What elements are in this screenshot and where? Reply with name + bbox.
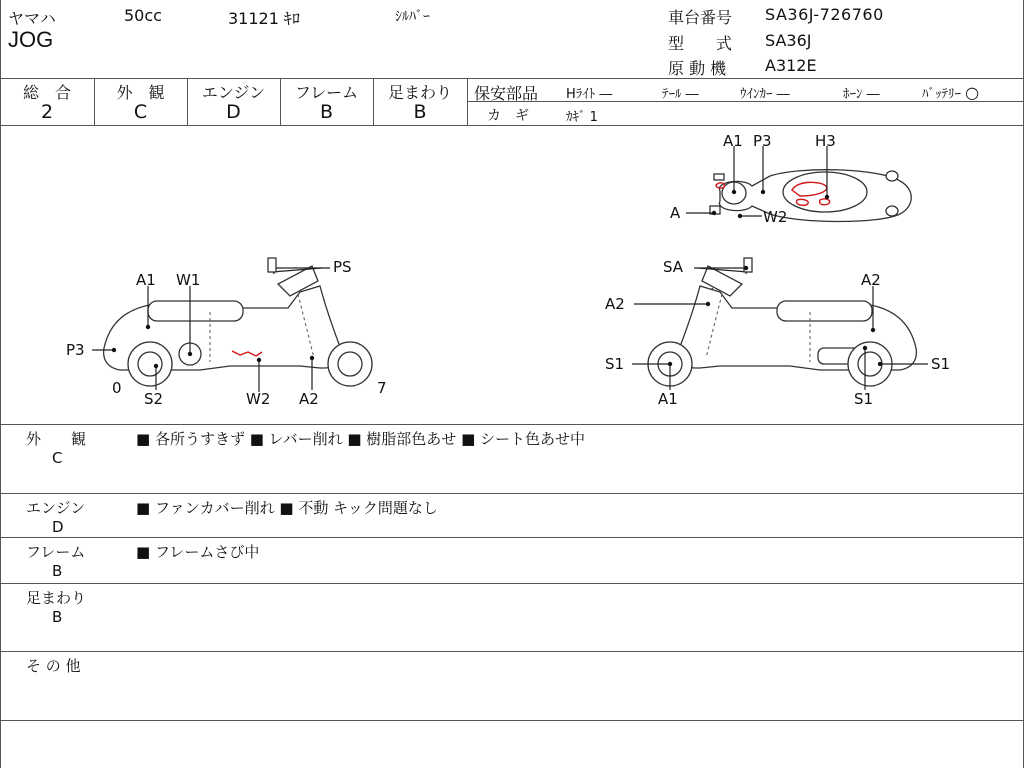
- divider: [0, 651, 1024, 652]
- damage-diagram: [0, 126, 1024, 424]
- top-view-rear-wheel: [886, 206, 898, 216]
- label-a1: A1: [658, 390, 678, 408]
- grade-label-overall: 総 合: [22, 83, 71, 102]
- label-sa: SA: [663, 258, 684, 276]
- section-title-exterior: 外 観: [26, 430, 87, 448]
- section-grade-frame: B: [52, 562, 63, 580]
- frame-number-label: 車台番号: [668, 8, 733, 27]
- mileage: 31121 ｷﾛ: [228, 9, 300, 28]
- point-marker: [712, 211, 716, 215]
- grade-value-overall: 2: [40, 101, 54, 123]
- key-count: ｶｷﾞ 1: [566, 110, 598, 125]
- point-marker: [825, 195, 829, 199]
- model-type-label: 型 式: [668, 34, 733, 53]
- point-marker: [188, 352, 192, 356]
- key-label: カ ギ: [487, 108, 529, 124]
- divider: [0, 424, 1024, 425]
- label-a2-rear: A2: [861, 271, 881, 289]
- grade-value-suspension: B: [413, 101, 427, 123]
- safety-winker: ｳｲﾝｶｰ ―: [740, 87, 790, 102]
- grade-value-frame: B: [319, 101, 334, 123]
- point-marker: [761, 190, 765, 194]
- label-seven: 7: [377, 379, 387, 397]
- divider: [0, 78, 1024, 79]
- displacement: 50cc: [124, 6, 162, 25]
- divider: [467, 78, 468, 125]
- left-view-front-hub: [338, 352, 362, 376]
- safety-horn: ﾎｰﾝ ―: [843, 87, 880, 102]
- frame-number: SA36J-726760: [765, 5, 884, 24]
- left-view-rear-hub: [138, 352, 162, 376]
- divider: [0, 583, 1024, 584]
- label-s1-left: S1: [605, 355, 625, 373]
- section-title-engine: エンジン: [26, 499, 86, 517]
- label-s2: S2: [144, 390, 164, 408]
- section-title-suspension: 足まわり: [26, 589, 87, 607]
- label-s1-right: S1: [931, 355, 951, 373]
- label-w1: W1: [176, 271, 201, 289]
- label-w2: W2: [246, 390, 271, 408]
- maker-name: ヤマハ: [8, 9, 56, 28]
- label-s1-bottom: S1: [854, 390, 874, 408]
- point-marker: [732, 190, 736, 194]
- grade-label-frame: フレーム: [294, 83, 359, 102]
- point-marker: [668, 362, 672, 366]
- divider: [0, 537, 1024, 538]
- point-marker: [744, 266, 748, 270]
- label-ps: PS: [333, 258, 352, 276]
- model-type: SA36J: [765, 31, 812, 50]
- section-grade-suspension: B: [52, 608, 63, 626]
- grade-value-engine: D: [226, 101, 241, 123]
- label-a1: A1: [723, 132, 743, 150]
- point-marker: [863, 346, 867, 350]
- label-p3: P3: [753, 132, 772, 150]
- label-a2-front: A2: [605, 295, 625, 313]
- label-a2: A2: [299, 390, 319, 408]
- top-view-rear-wheel: [886, 171, 898, 181]
- model-name: JOG: [8, 27, 54, 52]
- top-view-mirror: [714, 174, 724, 180]
- section-grade-exterior: C: [52, 449, 63, 467]
- section-title-other: そ の 他: [26, 657, 81, 675]
- divider: [0, 720, 1024, 721]
- point-marker: [878, 362, 882, 366]
- label-a1: A1: [136, 271, 156, 289]
- point-marker: [310, 356, 314, 360]
- right-view-seat: [777, 301, 872, 321]
- label-h3: H3: [815, 132, 836, 150]
- point-marker: [154, 364, 158, 368]
- engine-label: 原 動 機: [668, 59, 727, 78]
- grade-label-suspension: 足まわり: [387, 83, 452, 102]
- body-color: ｼﾙﾊﾞｰ: [395, 9, 430, 25]
- label-zero: 0: [112, 379, 122, 397]
- point-marker: [871, 328, 875, 332]
- section-grade-engine: D: [52, 518, 64, 536]
- label-p3: P3: [66, 341, 85, 359]
- label-a: A: [670, 204, 681, 222]
- label-w2: W2: [763, 208, 788, 226]
- point-marker: [146, 325, 150, 329]
- section-notes-engine: ■ ファンカバー削れ ■ 不動 キック問題なし: [136, 499, 438, 517]
- section-title-frame: フレーム: [26, 543, 86, 561]
- grade-value-exterior: C: [133, 101, 148, 123]
- section-notes-frame: ■ フレームさび中: [136, 543, 260, 561]
- grade-label-engine: エンジン: [201, 83, 266, 102]
- section-notes-exterior: ■ 各所うすきず ■ レバー削れ ■ 樹脂部色あせ ■ シート色あせ中: [136, 430, 586, 448]
- safety-battery: ﾊﾞｯﾃﾘｰ ○: [922, 83, 980, 102]
- engine-code: A312E: [765, 56, 817, 75]
- safety-taillight: ﾃｰﾙ ―: [662, 87, 699, 102]
- divider: [0, 493, 1024, 494]
- grade-label-exterior: 外 観: [116, 83, 165, 102]
- left-view-mirror: [268, 258, 276, 272]
- right-view-scooter: [605, 258, 950, 408]
- safety-headlight: Hﾗｲﾄ ―: [566, 87, 613, 102]
- safety-parts-label: 保安部品: [474, 84, 539, 103]
- point-marker: [112, 348, 116, 352]
- point-marker: [706, 302, 710, 306]
- left-view-seat: [148, 301, 243, 321]
- point-marker: [257, 358, 261, 362]
- point-marker: [738, 214, 742, 218]
- left-view-scooter: [66, 258, 387, 408]
